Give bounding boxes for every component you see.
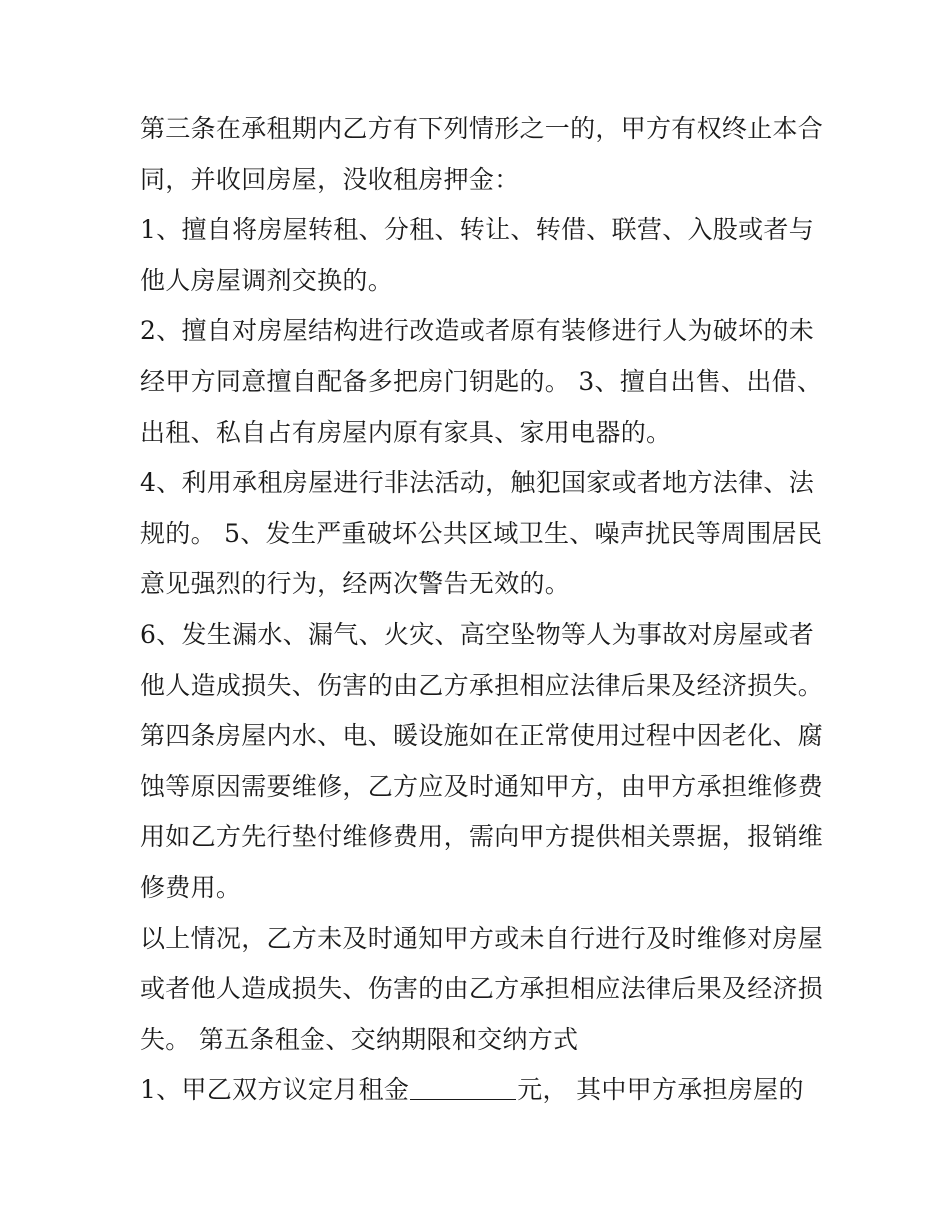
text-line: 同，并收回房屋，没收租房押金： (140, 164, 520, 194)
text-line: 1、擅自将房屋转租、分租、转让、转借、联营、入股或者与 (140, 215, 815, 245)
text-line: 第三条在承租期内乙方有下列情形之一的，甲方有权终止本合 (140, 114, 824, 143)
text-line: 修费用。 (140, 872, 242, 902)
text-line: 以上情况，乙方未及时通知甲方或未自行进行及时维修对房屋 (140, 923, 824, 953)
rent-clause-prefix: 1、甲乙双方议定月租金 (140, 1075, 410, 1105)
text-line: 他人造成损失、伤害的由乙方承担相应法律后果及经济损失。 (140, 670, 824, 700)
rent-clause-line (140, 1065, 820, 1116)
document-body (140, 104, 824, 1116)
text-line: 2、擅自对房屋结构进行改造或者原有装修进行人为破坏的未 (140, 316, 815, 346)
text-line: 第四条房屋内水、电、暖设施如在正常使用过程中因老化、腐 (140, 721, 824, 751)
text-line: 规的。 5、发生严重破坏公共区域卫生、噪声扰民等周围居民 (140, 518, 823, 548)
text-line: 经甲方同意擅自配备多把房门钥匙的。 3、擅自出售、出借、 (140, 366, 823, 396)
text-line: 或者他人造成损失、伤害的由乙方承担相应法律后果及经济损 (140, 974, 824, 1004)
rent-amount-blank[interactable] (410, 1071, 516, 1100)
text-line: 6、发生漏水、漏气、火灾、高空坠物等人为事故对房屋或者 (140, 619, 815, 649)
text-line: 蚀等原因需要维修，乙方应及时通知甲方，由甲方承担维修费 (140, 771, 824, 801)
text-line: 他人房屋调剂交换的。 (140, 265, 394, 295)
text-line: 出租、私自占有房屋内原有家具、家用电器的。 (140, 417, 672, 447)
text-line: 意见强烈的行为，经两次警告无效的。 (140, 569, 571, 599)
text-line: 失。 第五条租金、交纳期限和交纳方式 (140, 1024, 579, 1054)
text-line: 用如乙方先行垫付维修费用，需向甲方提供相关票据，报销维 (140, 822, 824, 852)
text-line: 4、利用承租房屋进行非法活动，触犯国家或者地方法律、法 (140, 468, 815, 498)
rent-clause-suffix: 元， 其中甲方承担房屋的 (517, 1075, 804, 1105)
